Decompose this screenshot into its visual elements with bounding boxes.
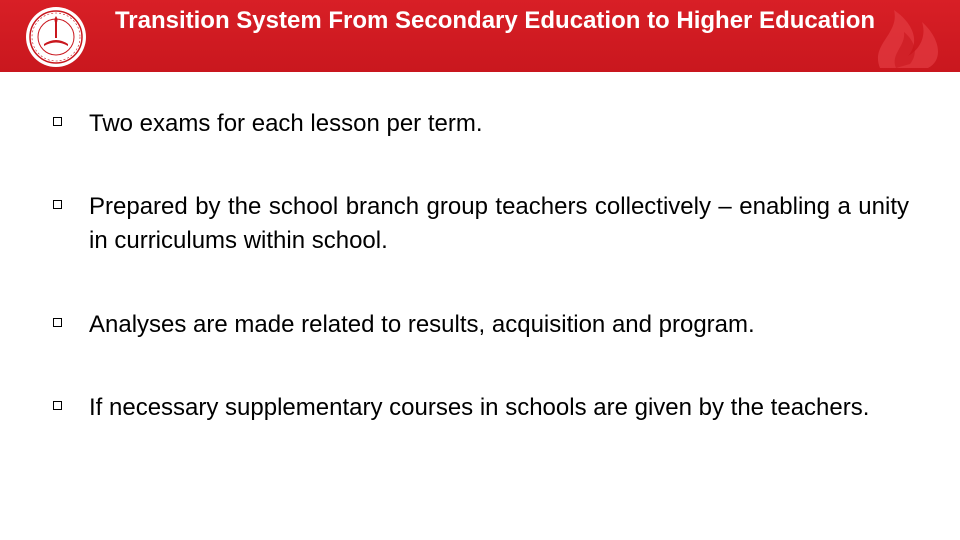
bullet-text-3: Analyses are made related to results, acquisition and program. [89,311,755,338]
square-bullet-icon [53,401,62,410]
square-bullet-icon [53,318,62,327]
bullet-text-1: Two exams for each lesson per term. [89,110,483,137]
bullet-text-2: Prepared by the school branch group teachers collectively – enabling a unity in curriculums within school. [89,193,909,254]
square-bullet-icon [53,117,62,126]
bullet-text-4: If necessary supplementary courses in schools are given by the teachers. [89,394,870,421]
square-bullet-icon [53,200,62,209]
slide-title: Transition System From Secondary Education to Higher Education [114,7,876,34]
